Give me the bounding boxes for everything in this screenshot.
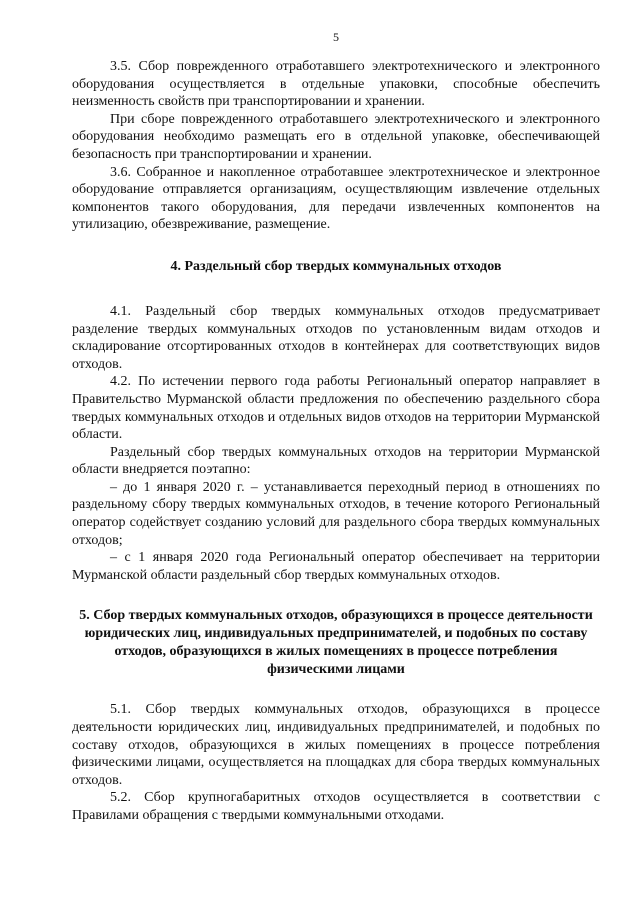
- section-5-heading: 5. Сбор твердых коммунальных отходов, образующихся в процессе деятельности юридических лиц, индивидуальных предпринимателей, и подобных по составу отходов, образующихся в жилых помещениях в процессе потребления физическими лицами: [79, 608, 593, 678]
- paragraph-5-2: 5.2. Сбор крупногабаритных отходов осуществляется в соответствии с Правилами обращения с твердыми коммунальными отходами.: [72, 790, 600, 823]
- page-number: 5: [333, 30, 339, 44]
- paragraph-3-6: 3.6. Собранное и накопленное отработавшее электротехническое и электронное оборудование отправляется организациям, осуществляющим извлечение отдельных компонентов такого оборудования, для передачи извлеченных компонентов на утилизацию, обезвреживание, размещение.: [72, 164, 600, 233]
- spacer: [72, 584, 600, 607]
- paragraph-4-1: 4.1. Раздельный сбор твердых коммунальных отходов предусматривает разделение твердых коммунальных отходов по установленным видам отходов и складирование отсортированных отходов в контейнерах для соответствующих видов отходов.: [72, 303, 600, 372]
- document-page: [72, 0, 600, 905]
- list-item-from-2020: – с 1 января 2020 года Региональный оператор обеспечивает на территории Мурманской области раздельный сбор твердых коммунальных отходов.: [72, 550, 600, 583]
- paragraph-4-2: 4.2. По истечении первого года работы Региональный оператор направляет в Правительство Мурманской области предложения по обеспечению раздельного сбора твердых коммунальных отходов и отдельных видов отходов на территории Мурманской области.: [72, 374, 600, 443]
- paragraph-3-5-cont: При сборе поврежденного отработавшего электротехнического и электронного оборудования необходимо размещать его в отдельной упаковке, обеспечивающей безопасность при транспортировании и хранении.: [72, 111, 600, 162]
- paragraph-4-2-intro: Раздельный сбор твердых коммунальных отходов на территории Мурманской области внедряется поэтапно:: [72, 444, 600, 478]
- paragraph-5-1: 5.1. Сбор твердых коммунальных отходов, образующихся в процессе деятельности юридических лиц, индивидуальных предпринимателей, и подобных по составу отходов, образующихся в жилых помещениях в процессе потребления физическими лицами, осуществляется на площадках для сбора твердых коммунальных отходов.: [72, 702, 600, 788]
- spacer: [72, 679, 600, 701]
- spacer: [72, 234, 600, 258]
- section-4-heading: 4. Раздельный сбор твердых коммунальных отходов: [170, 258, 502, 274]
- paragraph-3-5: 3.5. Сбор поврежденного отработавшего электротехнического и электронного оборудования осуществляется в отдельные упаковки, способные обеспечить неизменность свойств при транспортировании и хранении.: [72, 59, 600, 110]
- spacer: [72, 276, 600, 303]
- document-body: [72, 58, 600, 825]
- list-item-transition-period: – до 1 января 2020 г. – устанавливается переходный период в отношениях по раздельному сбору твердых коммунальных отходов, в течение которого Региональный оператор содействует созданию условий для раздельного сбора твердых коммунальных отходов;: [72, 479, 600, 548]
